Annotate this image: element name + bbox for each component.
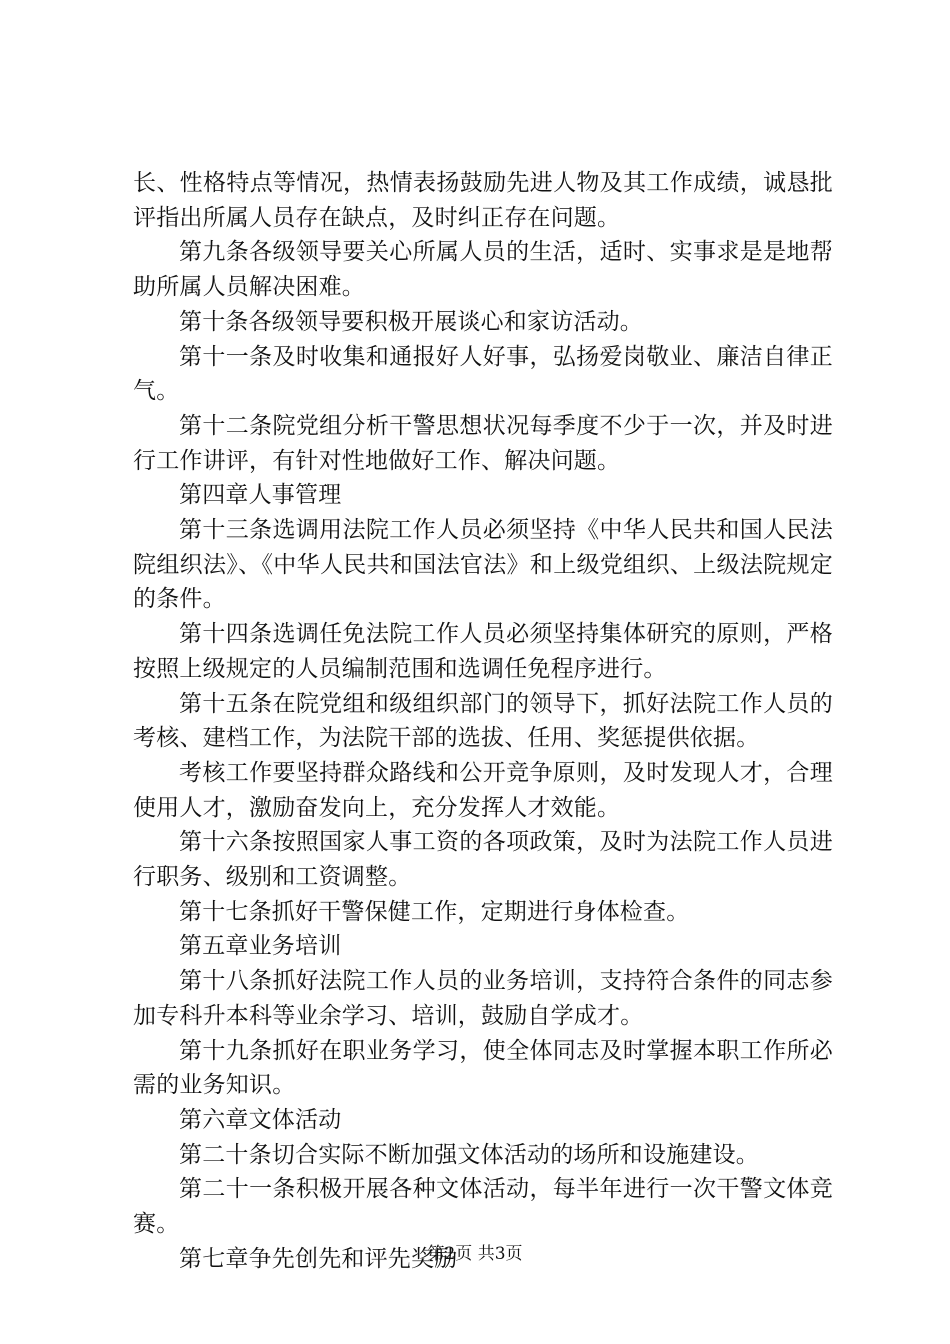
article-12: 第十二条院党组分析干警思想状况每季度不少于一次，并及时进行工作讲评，有针对性地做好工作、解决问题。 [133,412,833,474]
article-19: 第十九条抓好在职业务学习，使全体同志及时掌握本职工作所必需的业务知识。 [133,1037,833,1099]
article-21: 第二十一条积极开展各种文体活动，每半年进行一次干警文体竞赛。 [133,1176,833,1238]
article-16: 第十六条按照国家人事工资的各项政策，及时为法院工作人员进行职务、级别和工资调整。 [133,829,833,891]
page-number: 第2页 共3页 [427,1244,523,1264]
assessment-paragraph: 考核工作要坚持群众路线和公开竞争原则，及时发现人才，合理使用人才，激励奋发向上，充分发挥人才效能。 [133,759,833,821]
chapter-5-heading: 第五章业务培训 [179,933,342,960]
document-body [133,166,833,1277]
page-footer [0,1242,950,1266]
article-13: 第十三条选调用法院工作人员必须坚持《中华人民共和国人民法院组织法》、《中华人民共和国法官法》和上级党组织、上级法院规定的条件。 [133,517,833,613]
article-10: 第十条各级领导要积极开展谈心和家访活动。 [179,308,643,335]
chapter-4-heading: 第四章人事管理 [179,482,342,509]
paragraph: 长、性格特点等情况，热情表扬鼓励先进人物及其工作成绩，诚恳批评指出所属人员存在缺点，及时纠正存在问题。 [133,170,833,231]
article-15: 第十五条在院党组和级组织部门的领导下，抓好法院工作人员的考核、建档工作，为法院干部的选拔、任用、奖惩提供依据。 [133,690,833,752]
article-9: 第九条各级领导要关心所属人员的生活，适时、实事求是是地帮助所属人员解决困难。 [133,239,833,301]
chapter-6-heading: 第六章文体活动 [179,1106,342,1133]
article-17: 第十七条抓好干警保健工作，定期进行身体检查。 [179,898,690,925]
article-20: 第二十条切合实际不断加强文体活动的场所和设施建设。 [179,1141,759,1168]
article-18: 第十八条抓好法院工作人员的业务培训，支持符合条件的同志参加专科升本科等业余学习、培训，鼓励自学成才。 [133,968,833,1029]
chapter-7-heading: 第七章争先创先和评先奖励 [179,1245,458,1272]
article-11: 第十一条及时收集和通报好人好事，弘扬爱岗敬业、廉洁自律正气。 [133,343,833,405]
article-14: 第十四条选调任免法院工作人员必须坚持集体研究的原则，严格按照上级规定的人员编制范围和选调任免程序进行。 [133,621,833,682]
